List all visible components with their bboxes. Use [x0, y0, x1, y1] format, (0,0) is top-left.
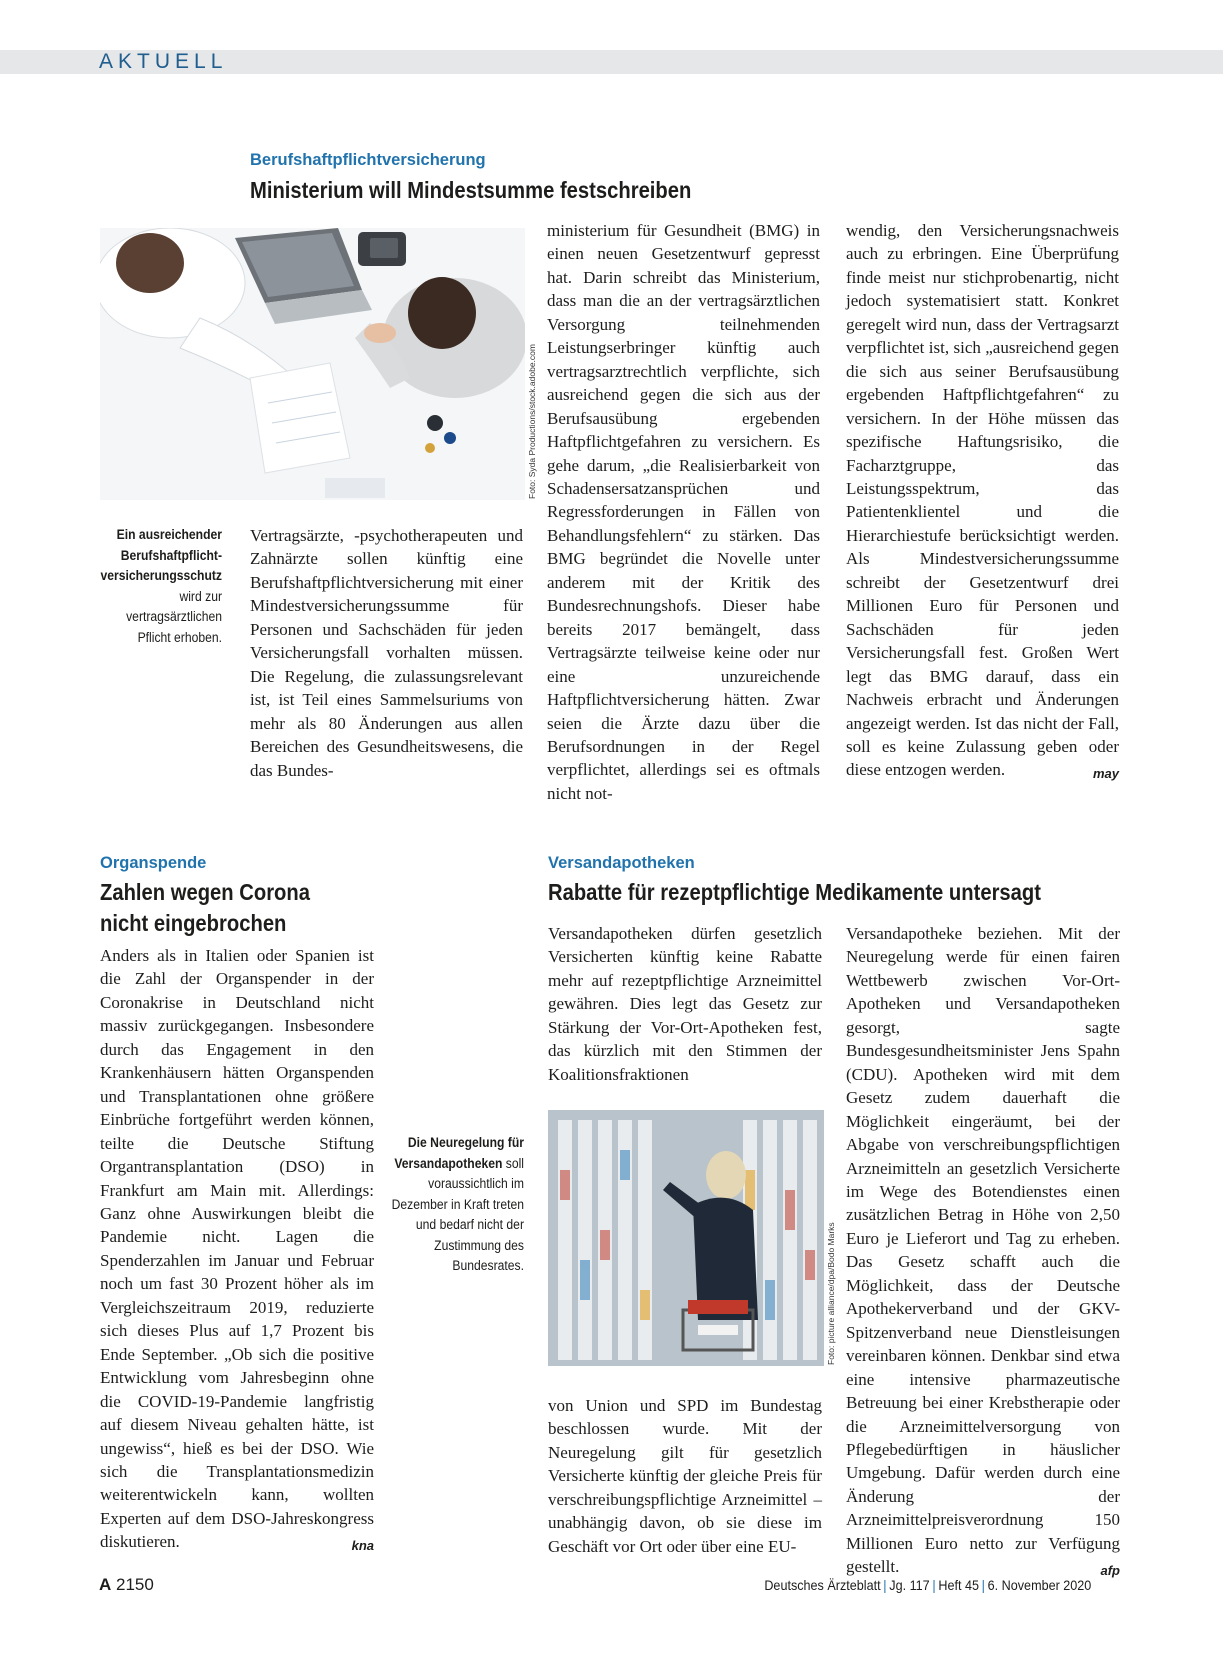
article1-column-3-text: wendig, den Versicherungsnachweis auch zu erbringen. Eine Überprüfung finde meist nur stichprobenartig, nicht jedoch systematisiert statt. Konkret geregelt wird nun, dass der Vertragsarzt verpflichtet ist, sich „ausreichend gegen die sich aus seiner Berufsausübung ergebenden Haftpflichtgefahren“ zu versichern. In der Höhe müssen das spezifische Haftungsrisiko, die Facharztgruppe, das Leistungsspektrum, das Patientenklientel und die Hierarchiestufe berücksichtigt werden. Als Mindestversicherungssumme schreibt der Gesetzentwurf drei Millionen Euro für Personen und Sachschäden für jeden Versicherungsfall fest. Großen Wert legt das BMG darauf, dass ein Nachweis erbracht und Änderungen angezeigt werden. Ist das nicht der Fall, soll es keine Zulassung geben oder diese entzogen werden. — [846, 221, 1119, 780]
article1-caption — [96, 525, 222, 648]
separator: | — [981, 1577, 985, 1593]
journal-info — [764, 1577, 1091, 1593]
article2-signature: kna — [351, 1538, 374, 1554]
page-number-value: 2150 — [116, 1575, 154, 1594]
page-number — [99, 1575, 154, 1595]
article1-photo-credit: Foto: Syda Productions/stock.adobe.com — [527, 344, 537, 499]
article3-caption-bold: Die Neuregelung für Versandapotheken — [394, 1135, 524, 1171]
section-label: AKTUELL — [99, 50, 228, 73]
article1-headline: Ministerium will Mindestsumme festschreiben — [250, 177, 692, 203]
article2-headline-line1: Zahlen wegen Corona — [100, 879, 310, 905]
article2-kicker: Organspende — [100, 854, 207, 872]
article1-signature: may — [1092, 766, 1119, 782]
article1-column-1: Vertragsärzte, -psychotherapeuten und Zahnärzte sollen künftig eine Berufshaftpflichtversicherung mit einer Mindestversicherungssumme für Personen und Sachschäden für jeden Versicherungsfall vorhalten müssen. Die Regelung, die zulassungsrelevant ist, ist Teil eines Sammelsuriums von mehr als 80 Änderungen aus allen Bereichen des Gesundheitswesens, die das Bundes- — [250, 526, 523, 780]
article3-column-1-bottom: von Union und SPD im Bundestag beschlossen wurde. Mit der Neuregelung gilt für gesetzlich Versicherte künftig der gleiche Preis für verschreibungspflichtige Arzneimittel – unabhängig davon, ob sie diese im Geschäft vor Ort oder über eine EU- — [548, 1396, 822, 1556]
article3-caption — [387, 1133, 524, 1277]
doctors-desk-photo — [100, 228, 525, 500]
article1-caption-bold: Ein ausreichender Berufshaftpflichtversicherungsschutz — [100, 527, 222, 583]
journal-date: 6. November 2020 — [987, 1577, 1091, 1593]
article2-headline-line2: nicht eingebrochen — [100, 910, 287, 936]
separator: | — [882, 1577, 887, 1593]
journal-volume: Jg. 117 — [888, 1577, 930, 1593]
article3-column-2-text: Versandapotheke beziehen. Mit der Neuregelung werde für einen fairen Wettbewerb zwischen Vor-Ort-Apotheken und Versandapotheken gesorgt, sagte Bundesgesundheitsminister Jens Spahn (CDU). Apotheken wird mit dem Gesetz zudem dauerhaft die Möglichkeit eingeräumt, bei der Abgabe von verschreibungspflichtigen Arzneimitteln an gesetzlich Versicherte im Wege des Botendienstes einen zusätzlichen Betrag in Höhe von 2,50 Euro je Lieferort und Tag zu erheben. Das Gesetz schafft auch die Möglichkeit, dass der Deutsche Apothekerverband und der GKV-Spitzenverband neue Dienstleisungen vereinbaren können. Denkbar sind etwa eine intensive pharmazeutische Betreuung bei einer Krebstherapie oder die Arzneimittelversorgung von Pflegebedürftigen in häuslicher Umgebung. Dafür werden durch eine Änderung der Arzneimittelpreisverordnung 150 Millionen Euro netto zur Verfügung gestellt. — [846, 924, 1120, 1577]
journal-issue: Heft 45 — [938, 1577, 979, 1593]
article3-photo-credit: Foto: picture alliance/dpa/Bodo Marks — [826, 1222, 836, 1365]
article1-column-2: ministerium für Gesundheit (BMG) in einen neuen Gesetzentwurf gepresst hat. Darin schreibt das Ministerium, dass man die an der vertragsärztlichen Versorgung teilnehmenden Leistungserbringer künftig auch vertragsarztrechtlich verpflichte, sich ausreichend gegen die sich aus der Berufsausübung ergebenden Haftpflichtgefahren zu versichern. Es gehe darum, „die Realisierbarkeit von Schadensersatzansprüchen und Regressforderungen in Fällen von Behandlungsfehlern“ zu stärken. Das BMG begründet die Novelle unter anderem mit der Kritik des Bundesrechnungshofs. Dieser habe bereits 2017 bemängelt, dass Vertragsärzte teilweise keine oder nur eine unzureichende Haftpflichtversicherung hätten. Zwar seien die Ärzte dazu über die Berufsordnungen in der Regel verpflichtet, allerdings sei es oftmals nicht not- — [547, 221, 820, 803]
article3-caption-text: soll voraussichtlich im Dezember in Kraft treten und bedarf nicht der Zustimmung des Bundesrates. — [391, 1155, 524, 1273]
article3-signature: afp — [1100, 1563, 1120, 1579]
separator: | — [932, 1577, 936, 1593]
article1-column-3 — [846, 219, 1119, 786]
journal-name: Deutsches Ärzteblatt — [764, 1577, 881, 1593]
article3-column-1-top: Versandapotheken dürfen gesetzlich Versicherten künftig keine Rabatte mehr auf rezeptpflichtige Arzneimittel gewähren. Dies legt das Gesetz zur Stärkung der Vor-Ort-Apotheken fest, das kürzlich mit den Stimmen der Koalitionsfraktionen — [548, 924, 822, 1084]
article3-kicker: Versandapotheken — [548, 854, 695, 872]
article2-column-1 — [100, 944, 374, 1558]
pharmacy-shelves-photo — [548, 1110, 824, 1366]
article3-headline: Rabatte für rezeptpflichtige Medikamente untersagt — [548, 879, 1041, 905]
article2-column-1-text: Anders als in Italien oder Spanien ist die Zahl der Organspender in der Coronakrise in Deutschland nicht massiv zurückgegangen. Insbesondere durch das Engagement in den Krankenhäusern hätten Organspenden und Transplantationen ohne größere Einbrüche fortgeführt werden können, teilte die Deutsche Stiftung Organtransplantation (DSO) in Frankfurt am Main mit. Allerdings: Ganz ohne Auswirkungen bleibt die Pandemie nicht. Lagen die Spenderzahlen im Januar und Februar noch um fast 30 Prozent höher als im Vergleichszeitraum 2019, reduzierte sich dieses Plus auf 1,7 Prozent bis Ende September. „Ob sich die positive Entwicklung vom Jahresbeginn ohne die COVID-19-Pandemie langfristig auf diesem Niveau gehalten hätte, ist ungewiss“, hieß es bei der DSO. Wie sich die Transplantationsmedizin weiterentwickeln kann, wollten Experten auf dem DSO-Jahreskongress diskutieren. — [100, 946, 374, 1552]
page-prefix: A — [99, 1575, 112, 1594]
article1-kicker: Berufshaftpflichtversicherung — [250, 151, 486, 169]
article1-caption-text: wird zur vertragsärztlichen Pflicht erhoben. — [126, 588, 222, 645]
article3-column-2 — [846, 922, 1120, 1583]
